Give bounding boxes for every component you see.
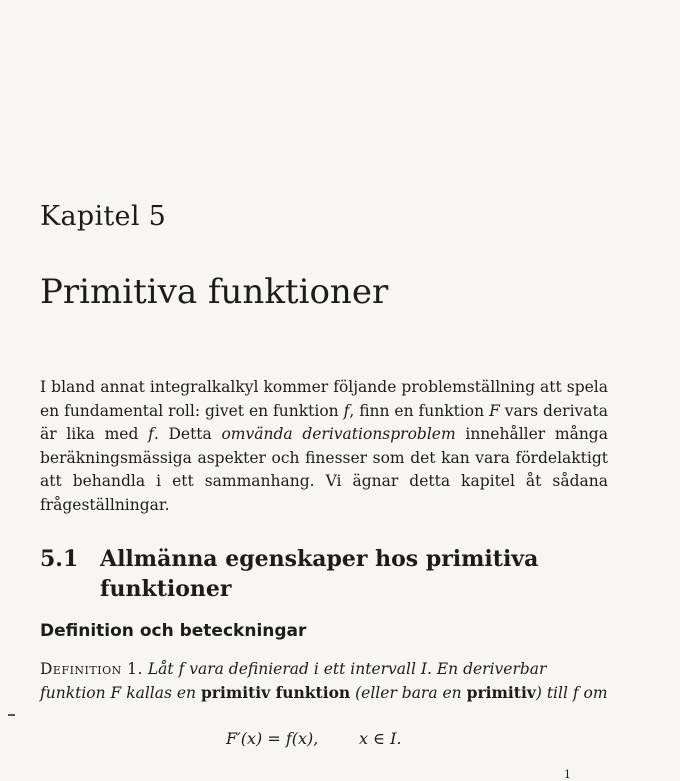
margin-mark (8, 714, 15, 716)
intro-var-F: F (489, 401, 500, 420)
intro-var-f: f (343, 401, 350, 420)
intro-text-4: . Detta (153, 425, 222, 443)
chapter-label: Kapitel 5 (40, 201, 167, 232)
section-title: Allmänna egenskaper hos primitiva funktioner (100, 546, 539, 602)
chapter-title: Primitiva funktioner (40, 272, 389, 312)
intro-text-5: innehåller många beräkningsmässiga aspekter och finesser som det kan vara fördelaktigt att behandla i ett sammanhang. Vi ägnar detta kapitel åt sådana frågeställningar. (40, 425, 608, 514)
intro-paragraph (40, 376, 608, 517)
subsection-title: Definition och beteckningar (40, 621, 307, 641)
definition-text-2: (eller bara en (350, 684, 467, 702)
definition-term-2: primitiv (466, 683, 536, 702)
section-number: 5.1 (40, 546, 79, 572)
definition-label: Definition 1. (40, 660, 143, 678)
definition-block (40, 658, 610, 705)
intro-text-1: I bland annat integralkalkyl kommer följande problemställning att spela en fundamental roll: givet en funktion (40, 378, 608, 420)
intro-text-3: vars derivata är lika med (40, 401, 608, 443)
definition-text-1: Låt f vara definierad i ett intervall I. En deriverbar funktion F kallas en (40, 660, 547, 702)
definition-formula: F′(x) = f(x), x ∈ I. (226, 729, 402, 748)
intro-var-f-2: f (148, 425, 154, 443)
section-heading (40, 544, 620, 602)
definition-text-3: ) till f om (535, 684, 608, 702)
definition-term-1: primitiv funktion (200, 683, 351, 702)
intro-emphasis: omvända derivationsproblem (221, 425, 456, 443)
page-number: 1 (564, 768, 571, 781)
intro-text-2: , finn en funktion (349, 401, 490, 420)
